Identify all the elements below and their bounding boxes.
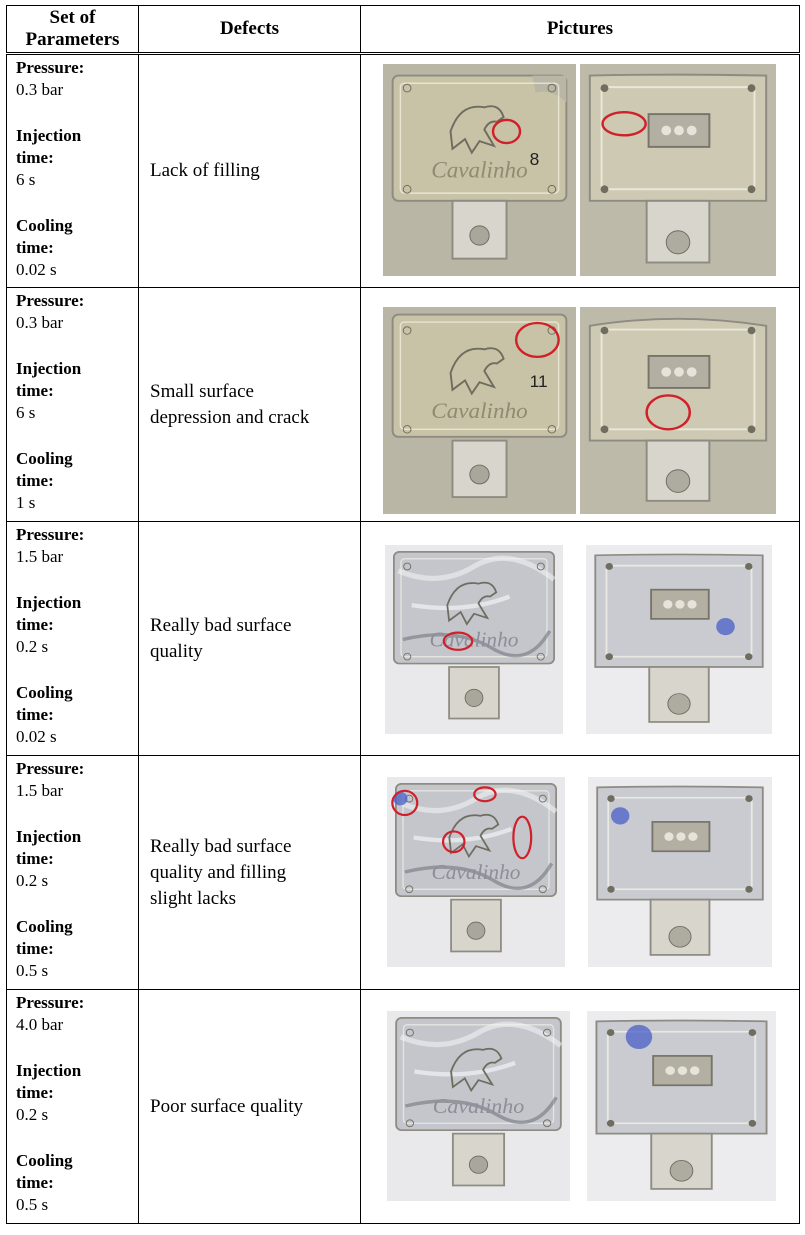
part-front-photo xyxy=(385,545,563,734)
defect-line: Really bad surface xyxy=(150,614,292,636)
cooling-time-value: 0.02 s xyxy=(16,727,57,746)
table-row xyxy=(7,990,800,1224)
pressure-label: Pressure: xyxy=(16,993,85,1012)
defect-description xyxy=(139,756,361,990)
pressure-value: 1.5 bar xyxy=(16,547,64,566)
table-row xyxy=(7,756,800,990)
defect-description xyxy=(139,54,361,288)
blue-marker xyxy=(626,1025,652,1049)
blue-marker xyxy=(611,807,629,824)
logo-text: Cavalinho xyxy=(431,860,521,884)
part-back-photo xyxy=(586,545,772,734)
defect-line: depression and crack xyxy=(150,406,310,428)
part-back-photo xyxy=(588,777,772,967)
injection-time-value: 0.2 s xyxy=(16,871,49,890)
injection-time-label: Injection time: xyxy=(16,1061,82,1102)
header-pictures: Pictures xyxy=(361,6,800,54)
pictures-cell xyxy=(361,756,800,990)
pressure-label: Pressure: xyxy=(16,525,85,544)
defect-description xyxy=(139,522,361,756)
pictures-cell xyxy=(361,522,800,756)
pressure-label: Pressure: xyxy=(16,291,85,310)
blue-marker xyxy=(716,618,735,635)
injection-time-label: Injection time: xyxy=(16,827,82,868)
cooling-time-label: Cooling time: xyxy=(16,449,73,490)
logo-text: Cavalinho xyxy=(431,398,528,423)
parameters-cell xyxy=(7,288,139,522)
part-back-photo xyxy=(580,307,776,514)
defect-line: Really bad surface xyxy=(150,835,292,857)
injection-time-label: Injection time: xyxy=(16,126,82,167)
pictures-cell xyxy=(361,990,800,1224)
part-front-photo xyxy=(383,307,576,514)
defect-line: slight lacks xyxy=(150,887,237,909)
defect-line: Poor surface quality xyxy=(150,1095,304,1117)
table-row xyxy=(7,54,800,288)
cooling-time-label: Cooling time: xyxy=(16,1151,73,1192)
header-defects: Defects xyxy=(139,6,361,54)
cooling-time-label: Cooling time: xyxy=(16,216,73,257)
pressure-label: Pressure: xyxy=(16,58,85,77)
parameters-cell xyxy=(7,54,139,288)
table-header-row xyxy=(7,6,800,54)
pressure-value: 4.0 bar xyxy=(16,1015,64,1034)
injection-time-label: Injection time: xyxy=(16,359,82,400)
injection-time-value: 6 s xyxy=(16,170,36,189)
cooling-time-value: 0.5 s xyxy=(16,961,49,980)
defect-description xyxy=(139,288,361,522)
cooling-time-label: Cooling time: xyxy=(16,683,73,724)
table-row xyxy=(7,522,800,756)
document-page xyxy=(6,5,799,1230)
handwritten-mark: 8 xyxy=(529,149,540,170)
pictures-cell xyxy=(361,288,800,522)
part-front-photo xyxy=(383,64,576,276)
injection-time-value: 6 s xyxy=(16,403,36,422)
pictures-cell xyxy=(361,54,800,288)
logo-text: Cavalinho xyxy=(432,1094,525,1118)
parameters-cell xyxy=(7,990,139,1224)
defects-table xyxy=(6,5,800,1224)
defect-line: Small surface xyxy=(150,380,254,402)
pressure-value: 1.5 bar xyxy=(16,781,64,800)
parameters-cell xyxy=(7,756,139,990)
part-back-photo xyxy=(587,1011,776,1201)
cooling-time-value: 0.02 s xyxy=(16,260,57,279)
part-front-photo xyxy=(387,777,565,967)
injection-time-label: Injection time: xyxy=(16,593,82,634)
cooling-time-value: 0.5 s xyxy=(16,1195,49,1214)
part-back-photo xyxy=(580,64,776,276)
defect-line: Lack of filling xyxy=(150,160,260,181)
cooling-time-label: Cooling time: xyxy=(16,917,73,958)
handwritten-mark: 11 xyxy=(529,371,548,391)
pressure-value: 0.3 bar xyxy=(16,313,64,332)
injection-time-value: 0.2 s xyxy=(16,637,49,656)
pressure-label: Pressure: xyxy=(16,759,85,778)
logo-text: Cavalinho xyxy=(429,627,519,652)
injection-time-value: 0.2 s xyxy=(16,1105,49,1124)
pressure-value: 0.3 bar xyxy=(16,80,64,99)
logo-text: Cavalinho xyxy=(431,157,528,184)
defect-description xyxy=(139,990,361,1224)
defect-line: quality xyxy=(150,640,203,662)
defect-line: quality and filling xyxy=(150,861,287,883)
part-front-photo xyxy=(387,1011,570,1201)
cooling-time-value: 1 s xyxy=(16,493,36,512)
parameters-cell xyxy=(7,522,139,756)
table-row xyxy=(7,288,800,522)
header-set-of-parameters: Set of Parameters xyxy=(7,6,139,54)
